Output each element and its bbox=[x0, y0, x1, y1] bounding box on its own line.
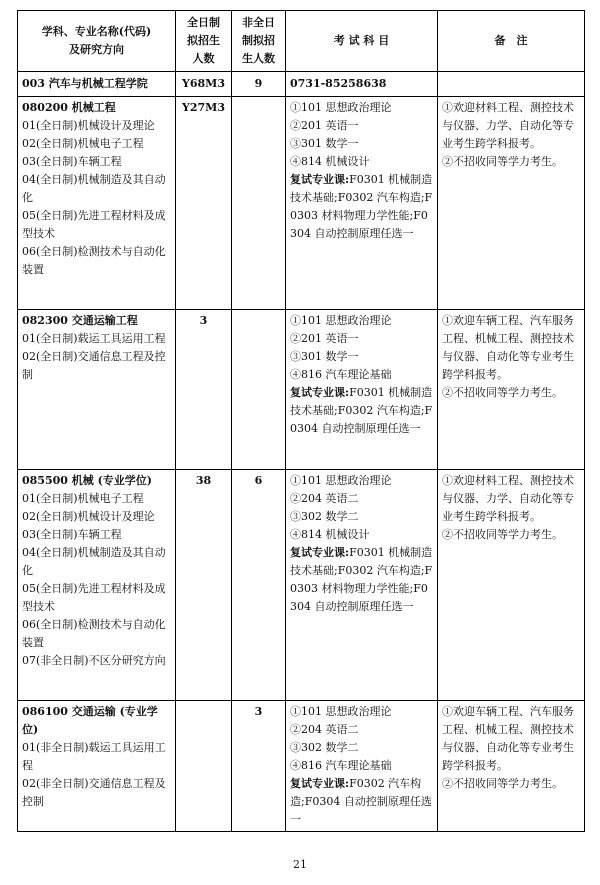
note-item: ①欢迎材料工程、测控技术与仪器、力学、自动化等专业考生跨学科报考。 bbox=[442, 101, 574, 150]
part-time-count bbox=[232, 97, 286, 310]
major-row bbox=[18, 310, 585, 470]
college-notes bbox=[438, 72, 585, 97]
major-title: 086100 交通运输 (专业学位) bbox=[22, 705, 158, 736]
exam-item: ②201 英语一 bbox=[290, 332, 359, 345]
retest-block bbox=[290, 386, 432, 435]
exam-item: ③302 数学二 bbox=[290, 741, 359, 754]
research-direction: 03(全日制)车辆工程 bbox=[22, 155, 122, 168]
exam-item: ①101 思想政治理论 bbox=[290, 101, 392, 114]
note-item: ②不招收同等学力考生。 bbox=[442, 386, 563, 399]
header-major: 学科、专业名称(代码) 及研究方向 bbox=[18, 11, 176, 72]
retest-block bbox=[290, 173, 432, 240]
page-number: 21 bbox=[293, 858, 307, 871]
full-time-count: 3 bbox=[176, 310, 232, 470]
exam-item: ①101 思想政治理论 bbox=[290, 705, 392, 718]
major-row bbox=[18, 701, 585, 832]
major-row bbox=[18, 470, 585, 701]
research-direction: 01(全日制)载运工具运用工程 bbox=[22, 332, 166, 345]
college-phone: 0731-85258638 bbox=[286, 72, 438, 97]
research-direction: 01(全日制)机械设计及理论 bbox=[22, 119, 155, 132]
notes bbox=[438, 97, 585, 310]
header-notes: 备 注 bbox=[438, 11, 585, 72]
major-title: 080200 机械工程 bbox=[22, 101, 116, 114]
part-time-count: 3 bbox=[232, 701, 286, 832]
research-direction: 01(全日制)机械电子工程 bbox=[22, 492, 144, 505]
header-exams: 考 试 科 目 bbox=[286, 11, 438, 72]
full-time-count bbox=[176, 701, 232, 832]
research-direction: 02(全日制)机械设计及理论 bbox=[22, 510, 155, 523]
research-direction: 04(全日制)机械制造及其自动化 bbox=[22, 546, 166, 577]
note-item: ①欢迎车辆工程、汽车服务工程、机械工程、测控技术与仪器、自动化等专业考生跨学科报考。 bbox=[442, 705, 574, 772]
exam-subjects bbox=[286, 97, 438, 310]
note-item: ②不招收同等学力考生。 bbox=[442, 155, 563, 168]
major-row bbox=[18, 97, 585, 310]
research-direction: 03(全日制)车辆工程 bbox=[22, 528, 122, 541]
exam-subjects bbox=[286, 310, 438, 470]
exam-item: ③301 数学一 bbox=[290, 137, 359, 150]
part-time-count: 6 bbox=[232, 470, 286, 701]
exam-item: ④814 机械设计 bbox=[290, 155, 370, 168]
major-title: 085500 机械 (专业学位) bbox=[22, 474, 152, 487]
exam-item: ②204 英语二 bbox=[290, 723, 359, 736]
research-direction: 01(非全日制)载运工具运用工程 bbox=[22, 741, 166, 772]
research-direction: 02(全日制)交通信息工程及控制 bbox=[22, 350, 166, 381]
header-part-time: 非全日 制拟招 生人数 bbox=[232, 11, 286, 72]
exam-item: ③301 数学一 bbox=[290, 350, 359, 363]
retest-subjects: F0301 机械制造技术基础;F0302 汽车构造;F0304 自动控制原理任选一 bbox=[290, 386, 433, 435]
full-time-count: 38 bbox=[176, 470, 232, 701]
college-part-time: 9 bbox=[232, 72, 286, 97]
major-cell bbox=[18, 310, 176, 470]
retest-label: 复试专业课: bbox=[290, 386, 350, 399]
retest-label: 复试专业课: bbox=[290, 777, 350, 790]
part-time-count bbox=[232, 310, 286, 470]
major-cell bbox=[18, 701, 176, 832]
note-item: ②不招收同等学力考生。 bbox=[442, 528, 563, 541]
research-direction: 06(全日制)检测技术与自动化装置 bbox=[22, 245, 166, 276]
exam-item: ②204 英语二 bbox=[290, 492, 359, 505]
research-direction: 07(非全日制)不区分研究方向 bbox=[22, 654, 166, 667]
note-item: ①欢迎材料工程、测控技术与仪器、力学、自动化等专业考生跨学科报考。 bbox=[442, 474, 574, 523]
note-item: ①欢迎车辆工程、汽车服务工程、机械工程、测控技术与仪器、自动化等专业考生跨学科报考。 bbox=[442, 314, 574, 381]
major-title: 082300 交通运输工程 bbox=[22, 314, 138, 327]
note-item: ②不招收同等学力考生。 bbox=[442, 777, 563, 790]
retest-subjects: F0302 汽车构造;F0304 自动控制原理任选一 bbox=[290, 777, 432, 826]
major-cell bbox=[18, 470, 176, 701]
exam-subjects bbox=[286, 701, 438, 832]
notes bbox=[438, 310, 585, 470]
research-direction: 02(全日制)机械电子工程 bbox=[22, 137, 144, 150]
exam-item: ④816 汽车理论基础 bbox=[290, 368, 392, 381]
major-cell bbox=[18, 97, 176, 310]
research-direction: 05(全日制)先进工程材料及成型技术 bbox=[22, 582, 166, 613]
research-direction: 04(全日制)机械制造及其自动化 bbox=[22, 173, 166, 204]
enrollment-table bbox=[17, 10, 585, 832]
college-full-time: Y68M3 bbox=[176, 72, 232, 97]
retest-subjects: F0301 机械制造技术基础;F0302 汽车构造;F0303 材料物理力学性能;F0304 自动控制原理任选一 bbox=[290, 173, 433, 240]
exam-item: ③302 数学二 bbox=[290, 510, 359, 523]
retest-block bbox=[290, 777, 432, 826]
exam-item: ②201 英语一 bbox=[290, 119, 359, 132]
exam-item: ①101 思想政治理论 bbox=[290, 474, 392, 487]
notes bbox=[438, 701, 585, 832]
college-row bbox=[18, 72, 585, 97]
retest-block bbox=[290, 546, 432, 613]
full-time-count: Y27M3 bbox=[176, 97, 232, 310]
retest-subjects: F0301 机械制造技术基础;F0302 汽车构造;F0303 材料物理力学性能;F0304 自动控制原理任选一 bbox=[290, 546, 433, 613]
retest-label: 复试专业课: bbox=[290, 173, 350, 186]
research-direction: 02(非全日制)交通信息工程及控制 bbox=[22, 777, 166, 808]
college-name: 003 汽车与机械工程学院 bbox=[18, 72, 176, 97]
exam-item: ④814 机械设计 bbox=[290, 528, 370, 541]
research-direction: 06(全日制)检测技术与自动化装置 bbox=[22, 618, 166, 649]
header-row bbox=[18, 11, 585, 72]
research-direction: 05(全日制)先进工程材料及成型技术 bbox=[22, 209, 166, 240]
retest-label: 复试专业课: bbox=[290, 546, 350, 559]
notes bbox=[438, 470, 585, 701]
header-full-time: 全日制 拟招生 人数 bbox=[176, 11, 232, 72]
exam-item: ④816 汽车理论基础 bbox=[290, 759, 392, 772]
exam-item: ①101 思想政治理论 bbox=[290, 314, 392, 327]
exam-subjects bbox=[286, 470, 438, 701]
